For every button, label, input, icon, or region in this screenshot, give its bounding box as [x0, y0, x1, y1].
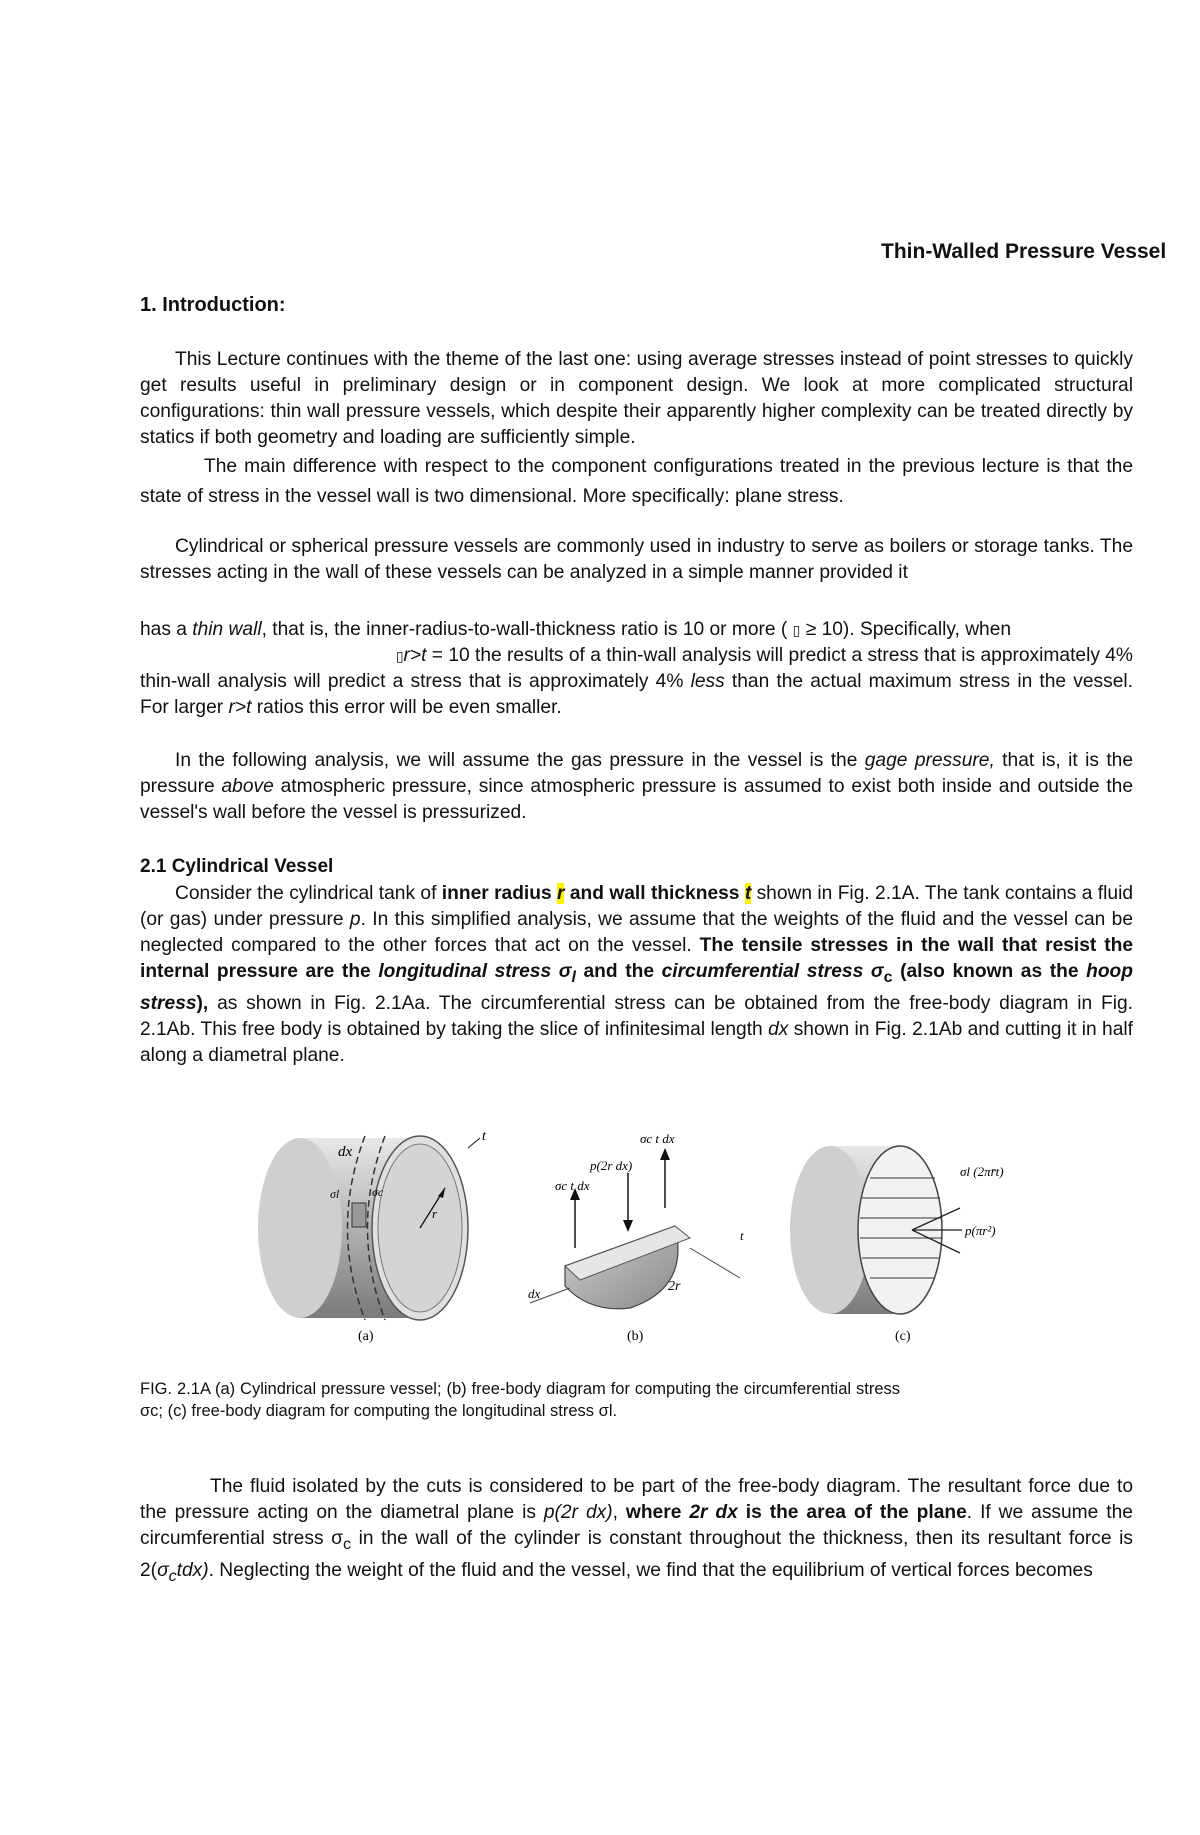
document-page: Thin-Walled Pressure Vessel 1. Introduction: This Lecture continues with the theme of the last one: using average stresses instead of point stresses to quickly get results useful in preliminary design or in component design. We look at more complicated structural configurations: thin wall pressure vessels, which despite their apparently higher complexity can be treated directly by statics if both geometry and loading are sufficiently simple. The main difference with respect to the component configurations treated in the previous lecture is that the state of stress in the vessel wall is two dimensional. More specifically: plane stress. Cylindrical or spherical pressure vessels are commonly used in industry to serve as boilers or storage tanks. The stresses acting in the wall of these vessels can be analyzed in a simple manner provided it has a thin wall, that is, the inner-radius-to-wall-thickness ratio is 10 or more ( ▯ ≥ 10). Specifically, when ▯r>t = 10 the results of a thin-wall analysis will predict a stress that is approximately 4% thin-wall analysis will predict a stress that is approximately 4% less than the actual maximum stress in the vessel. For larger r>t ratios this error will be even smaller. In the following analysis, we will assume the gas pressure in the vessel is the gage pressure, that is, it is the pressure above atmospheric pressure, since atmospheric pressure is assumed to exist both inside and outside the vessel's wall before the vessel is pressurized. 2.1 Cylindrical Vessel Consider the cylindrical tank of inner radius r and wall thickness t shown in Fig. 2.1A. The tank contains a fluid (or gas) under pressure p. In this simplified analysis, we assume that the weights of the fluid and the vessel can be neglected compared to the other forces that act on the vessel. The tensile stresses in the wall that resist the internal pressure are the longitudinal stress $\sigma_l$ and the circumferential stress $\sigma_c$ (also known as the hoop stress), as shown in Fig. 2.1Aa. The circumferential stress can be obtained from the free-body diagram in Fig. 2.1Ab. This free body is obtained by taking the slice of infinitesimal length dx shown in Fig. 2.1Ab and cutting it in half along a diametral plane. dx t r σl σc (a) σc t dx p(2r dx) σc t dx 2r t dx (b) σl (2πr̄t) p(πr²) (c) FIG. 2.1A (a) Cylindrical pressure vessel; (b) free-body diagram for computing the circumferential stress σc; (c) free-body diagram for computing the longitudinal stress σl. The fluid isolated by the cuts is considered to be part of the free-body diagram. The resultant force due to the pressure acting on the diametral plane is p(2r dx), where 2r dx is the area of the plane. If we assume the circumferential stress $\sigma_c$ in the wall of the cylinder is constant throughout the thickness, then its resultant force is $2(\sigma_ctdx)$. Neglecting the weight of the fluid and the vessel, we find that the equilibrium of vertical forces becomes: [0, 0, 1200, 1835]
figure-b-left-force-label: σc t dx: [555, 1178, 590, 1193]
figure-caption: FIG. 2.1A (a) Cylindrical pressure vessel; (b) free-body diagram for computing the circumferential stress σc; (c) free-body diagram for computing the longitudinal stress σl.: [140, 1380, 900, 1420]
section-heading-introduction: 1. Introduction:: [140, 294, 286, 316]
figure-a-dx-label: dx: [338, 1144, 353, 1160]
paragraph-vessels-3: thin-wall analysis will predict a stress that is approximately 4% less than the actual maximum stress in the vessel. For larger r>t ratios this error will be even smaller.: [140, 671, 1133, 718]
paragraph-gage-pressure: In the following analysis, we will assume the gas pressure in the vessel is the gage pressure, that is, it is the pressure above atmospheric pressure, since atmospheric pressure is assumed to exist both inside and outside the vessel's wall before the vessel is pressurized.: [140, 750, 1134, 823]
paragraph-intro-1: This Lecture continues with the theme of the last one: using average stresses instead of point stresses to quickly get results useful in preliminary design or in component design. We look at more complicated structural configurations: thin wall pressure vessels, which despite their apparently higher complexity can be treated directly by statics if both geometry and loading are sufficiently simple.: [140, 349, 1133, 448]
missing-glyph-icon: ▯: [792, 622, 801, 638]
figure-a-t-label: t: [482, 1129, 486, 1144]
figure-b-dx-label: dx: [528, 1286, 541, 1301]
figure-2-1a: [0, 1118, 1200, 1358]
figure-c-label: (c): [895, 1329, 911, 1344]
figure-b-pressure-label: p(2r dx): [590, 1158, 633, 1173]
figure-b-2r-label: 2r: [668, 1279, 681, 1294]
paragraph-intro-2: The main difference with respect to the component configurations treated in the previous lecture is that the state of stress in the vessel wall is two dimensional. More specifically: plane stress.: [140, 456, 1133, 507]
figure-a-sigma-l-label: σl: [330, 1187, 340, 1201]
figure-a-label: (a): [358, 1329, 374, 1344]
paragraph-vessels-2: has a thin wall, that is, the inner-radius-to-wall-thickness ratio is 10 or more ( ▯ ≥ 10). Specifically, when ▯r>t = 10 the results of a thin-wall analysis will predict a stress that is approximately 4%: [140, 619, 1133, 666]
figure-a-cylinder: [258, 1129, 487, 1344]
paragraph-vessels-1: Cylindrical or spherical pressure vessels are commonly used in industry to serve as boilers or storage tanks. The stresses acting in the wall of these vessels can be analyzed in a simple manner provided it: [140, 536, 1133, 583]
figure-b-free-body: [528, 1131, 744, 1344]
paragraph-fluid-isolated: The fluid isolated by the cuts is considered to be part of the free-body diagram. The resultant force due to the pressure acting on the diametral plane is p(2r dx), where 2r dx is the area of the plane. If we assume the circumferential stress $\sigma_c$ in the wall of the cylinder is constant throughout the thickness, then its resultant force is $2(\sigma_ctdx)$. Neglecting the weight of the fluid and the vessel, we find that the equilibrium of vertical forces becomes: [140, 1476, 1133, 1585]
paragraph-cylindrical: Consider the cylindrical tank of inner radius r and wall thickness t shown in Fig. 2.1A. The tank contains a fluid (or gas) under pressure p. In this simplified analysis, we assume that the weights of the fluid and the vessel can be neglected compared to the other forces that act on the vessel. The tensile stresses in the wall that resist the internal pressure are the longitudinal stress $\sigma_l$ and the circumferential stress $\sigma_c$ (also known as the hoop stress), as shown in Fig. 2.1Aa. The circumferential stress can be obtained from the free-body diagram in Fig. 2.1Ab. This free body is obtained by taking the slice of infinitesimal length dx shown in Fig. 2.1Ab and cutting it in half along a diametral plane.: [140, 883, 1134, 1066]
figure-c-pressure-label: p(πr²): [965, 1223, 996, 1238]
figure-b-t-label: t: [740, 1228, 744, 1243]
figure-b-label: (b): [627, 1329, 644, 1344]
missing-glyph-icon: ▯: [395, 648, 404, 664]
section-heading-cylindrical-vessel: 2.1 Cylindrical Vessel: [140, 856, 334, 877]
figure-a-r-label: r: [432, 1206, 438, 1221]
figure-b-top-force-label: σc t dx: [640, 1131, 675, 1146]
figure-c-sigma-label: σl (2πr̄t): [960, 1164, 1004, 1179]
figure-a-sigma-c-label: σc: [372, 1185, 384, 1199]
figure-c-free-body: [790, 1146, 1004, 1344]
